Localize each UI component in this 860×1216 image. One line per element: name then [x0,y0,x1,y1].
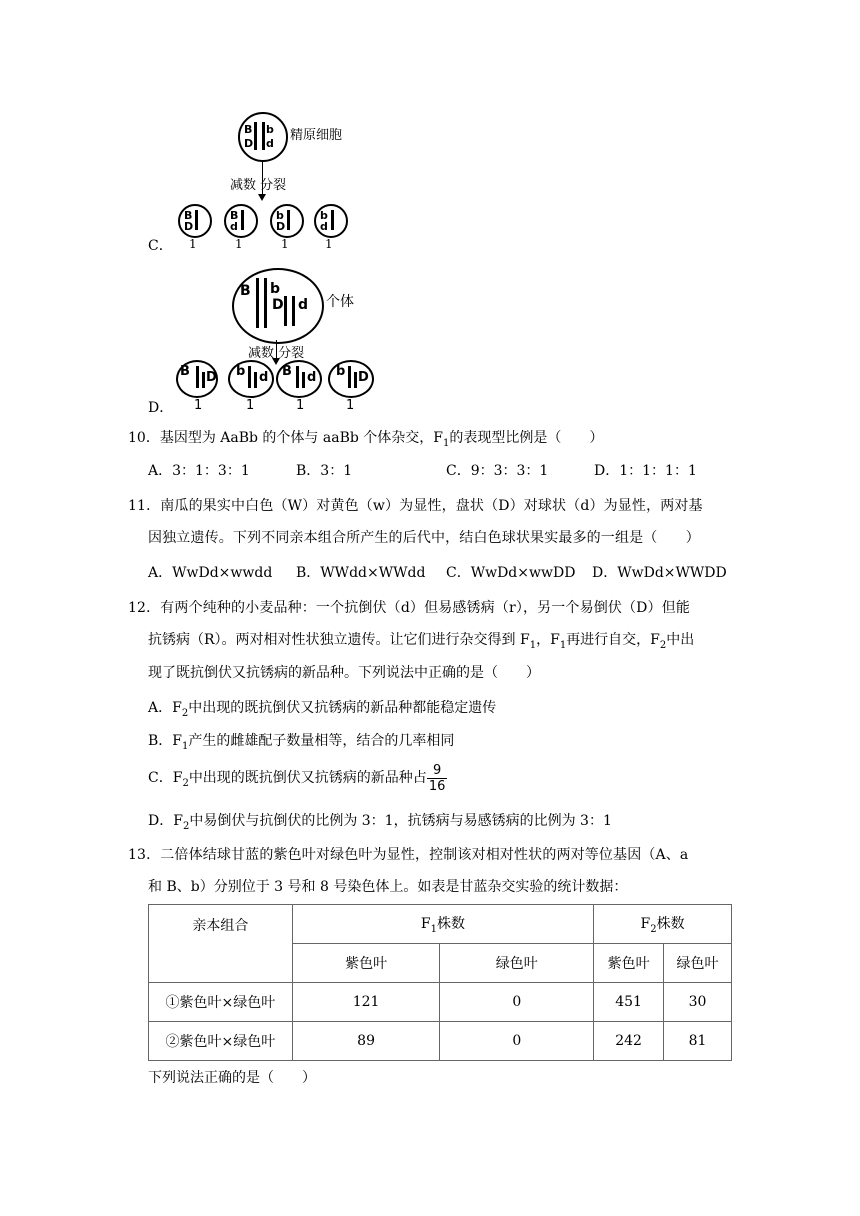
question-12-line1: 12．有两个纯种的小麦品种：一个抗倒伏（d）但易感锈病（r），另一个易倒伏（D）但能 [128,600,690,616]
chromosome [296,366,299,388]
chromosome [195,210,198,230]
header-text: 亲本组合 [192,918,249,934]
question-12-line2 [148,630,694,656]
stem-text: 的表现型比例是（ ） [449,430,604,446]
chromosome [196,366,199,388]
chromosome [254,122,257,150]
chromosome [354,372,357,388]
question-13-line2: 和 B、b）分别位于 3 号和 8 号染色体上。如表是甘蓝杂交实验的统计数据： [148,879,628,895]
subheader-cell: 紫色叶 [292,944,440,983]
option-text: B．F [148,733,183,749]
table-cell: 121 [292,983,440,1022]
allele-label: B [230,209,239,222]
option-text: D．F [148,813,183,829]
header-text: F [640,916,651,933]
allele-label: b [336,364,346,379]
question-11-option-a[interactable]: A．WwDd×wwdd [148,565,273,581]
ratio-count: 1 [281,237,289,251]
arrow-caption: 减数 分裂 [230,178,287,193]
question-10-option-c[interactable]: C．9：3：3：1 [446,463,549,479]
table-cell: 242 [594,1022,664,1061]
allele-label: b [270,281,281,297]
allele-label: d [266,137,274,150]
allele-label: D [184,220,194,233]
question-11-line1: 11．南瓜的果实中白色（W）对黄色（w）为显性，盘状（D）对球状（d）为显性，两对基 [128,498,703,514]
chromosome [262,122,265,150]
fraction [427,763,448,794]
subscript: 2 [182,820,190,832]
table-cell: 81 [664,1022,732,1061]
question-10-stem [128,428,603,454]
allele-label: d [259,370,269,385]
cell-caption: 个体 [326,294,354,310]
chromosome [302,372,305,388]
table-cell: 0 [440,983,594,1022]
allele-label: B [282,364,292,379]
chromosome [348,366,351,388]
header-parent-combo [149,905,293,983]
subheader-cell: 紫色叶 [594,944,664,983]
header-f2 [594,905,732,944]
ratio-count: 1 [296,398,305,413]
option-text: A．F [148,700,182,716]
option-text: C．F [148,770,183,786]
option-text: 中出现的既抗倒伏又抗锈病的新品种占 [188,770,427,786]
header-f1 [292,905,593,944]
option-text: 中易倒伏与抗倒伏的比例为 3：1，抗锈病与易感锈病的比例为 3：1 [189,813,612,829]
allele-label: d [320,220,328,233]
allele-label: D [272,297,284,313]
ratio-count: 1 [235,237,243,251]
subscript: 1 [529,639,537,651]
question-13-line1: 13．二倍体结球甘蓝的紫色叶对绿色叶为显性，控制该对相对性状的两对等位基因（A、a [128,847,689,863]
allele-label: B [184,209,193,222]
ratio-count: 1 [189,237,197,251]
option-text: 产生的雌雄配子数量相等，结合的几率相同 [188,733,455,749]
subscript: 2 [182,777,189,789]
chromosome [256,278,259,328]
subscript: 1 [559,639,567,651]
ratio-count: 1 [194,398,203,413]
allele-label: d [307,370,317,385]
subscript: 1 [442,437,450,449]
stem-text: 10．基因型为 AaBb 的个体与 aaBb 个体杂交，F [128,430,443,446]
question-13-prompt: 下列说法正确的是（ ） [148,1070,316,1086]
header-text: 株数 [436,916,465,933]
cell-caption: 精原细胞 [290,128,343,143]
subscript: 1 [182,740,189,752]
table-row [149,983,732,1022]
fraction-numerator: 9 [427,763,448,779]
allele-label: B [180,364,190,379]
ratio-count: 1 [346,398,355,413]
stem-text: ，F [536,632,560,648]
allele-label: D [206,370,217,385]
table-cell: 30 [664,983,732,1022]
allele-label: B [244,123,253,136]
question-11-line2: 因独立遗传。下列不同亲本组合所产生的后代中，结白色球状果实最多的一组是（ ） [148,530,700,546]
subscript: 1 [430,923,437,935]
fraction-denominator: 16 [428,778,446,794]
stem-text: 抗锈病（R）。两对相对性状独立遗传。让它们进行杂交得到 F [148,632,530,648]
table-row [149,1022,732,1061]
question-12-option-d[interactable] [148,811,612,837]
question-12-option-c[interactable] [148,760,447,802]
header-text: 株数 [656,916,685,933]
chromosome [292,296,295,326]
chromosome [202,372,205,388]
question-11-option-b[interactable]: B．WWdd×WWdd [296,565,426,581]
option-text: 中出现的既抗倒伏又抗锈病的新品种都能稳定遗传 [188,700,497,716]
question-11-option-d[interactable]: D．WwDd×WWDD [592,565,727,581]
question-11-option-c[interactable]: C．WwDd×wwDD [446,565,576,581]
allele-label: d [298,297,309,313]
chromosome [287,210,290,230]
allele-label: b [266,123,274,136]
subheader-cell: 绿色叶 [440,944,594,983]
question-10-option-d[interactable]: D．1：1：1：1 [594,463,697,479]
allele-label: b [236,364,246,379]
allele-label: D [276,220,286,233]
question-10-option-b[interactable]: B．3：1 [296,463,353,479]
table-cell: 451 [594,983,664,1022]
stem-text: 再进行自交，F [566,632,660,648]
table-cell: ①紫色叶×绿色叶 [149,983,293,1022]
table-cell: 89 [292,1022,440,1061]
chromosome [264,278,267,328]
question-10-option-a[interactable]: A．3：1：3：1 [148,463,250,479]
option-label: D． [148,400,174,416]
subscript: 2 [659,639,667,651]
table-cell: 0 [440,1022,594,1061]
stem-text: 中出 [666,632,695,648]
ratio-count: 1 [325,237,333,251]
cross-statistics-table [148,904,732,1061]
allele-label: B [240,283,251,299]
chromosome [284,296,287,326]
subscript: 2 [181,707,189,719]
table-cell: ②紫色叶×绿色叶 [149,1022,293,1061]
allele-label: b [320,209,328,222]
header-text: F [420,916,431,933]
chromosome [248,366,251,388]
chromosome [331,210,334,230]
option-label: C． [148,238,173,254]
allele-label: d [230,220,238,233]
chromosome [254,372,257,388]
question-12-option-b[interactable] [148,731,454,757]
subscript: 2 [650,923,657,935]
table-header-row [149,905,732,944]
allele-label: D [244,137,254,150]
question-12-option-a[interactable] [148,698,496,724]
allele-label: b [276,209,284,222]
question-12-line3: 现了既抗倒伏又抗锈病的新品种。下列说法中正确的是（ ） [148,665,540,681]
chromosome [241,210,244,230]
arrow-caption: 减数 分裂 [248,346,305,361]
allele-label: D [358,370,369,385]
ratio-count: 1 [246,398,255,413]
subheader-cell: 绿色叶 [664,944,732,983]
